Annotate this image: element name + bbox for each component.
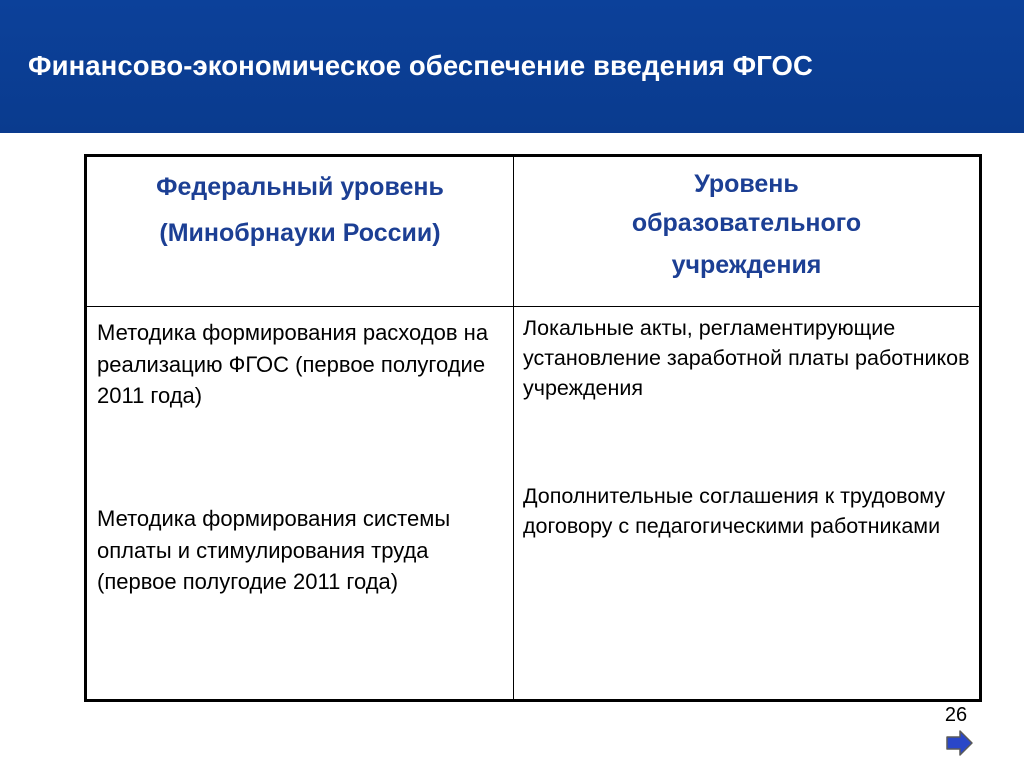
institution-level-line-3: учреждения (671, 251, 822, 279)
page-number: 26 (944, 704, 968, 726)
institution-level-line-2: образовательного (631, 209, 862, 237)
federal-level-title: Федеральный уровень (156, 173, 444, 201)
slide-title: Финансово-экономическое обеспечение введения ФГОС (28, 50, 813, 81)
next-slide-arrow-icon[interactable] (944, 728, 974, 758)
institution-item-additional-agreements: Дополнительные соглашения к трудовому договору с педагогическими работниками (523, 484, 946, 538)
federal-item-payment-system-method: Методика формирования системы оплаты и стимулирования труда (первое полугодие 2011 года) (97, 506, 451, 594)
institution-level-line-1: Уровень (694, 170, 799, 198)
header-institution-level (514, 157, 979, 306)
header-divider (87, 306, 979, 307)
comparison-table (84, 154, 982, 702)
header-federal-level (87, 157, 513, 306)
federal-item-expenses-method: Методика формирования расходов на реализацию ФГОС (первое полугодие 2011 года) (97, 320, 489, 408)
federal-level-subtitle: (Минобрнауки России) (159, 219, 441, 247)
title-bar (0, 0, 1024, 133)
institution-item-local-acts: Локальные акты, регламентирующие установление заработной платы работников учреждения (523, 316, 970, 400)
arrow-shape (944, 728, 974, 758)
